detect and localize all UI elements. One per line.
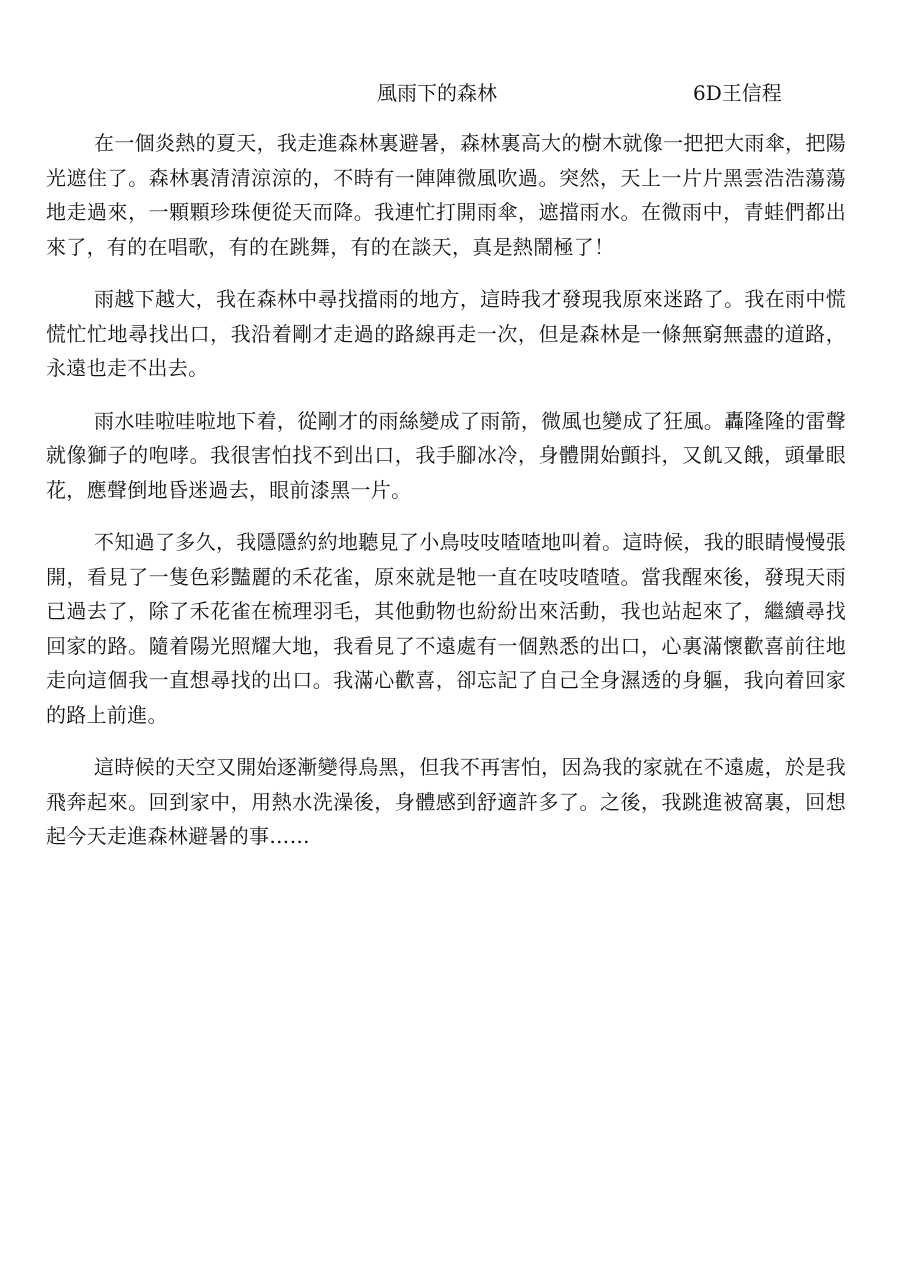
author-name: 6D王信程	[693, 81, 782, 105]
paragraph-1: 在一個炎熱的夏天，我走進森林裏避暑，森林裏高大的樹木就像一把把大雨傘，把陽光遮住了。森林裏清清涼涼的，不時有一陣陣微風吹過。突然，天上一片片黑雲浩浩蕩蕩地走過來，一顆顆珍珠便從天而降。我連忙打開雨傘，遮擋雨水。在微雨中，青蛙們都出來了，有的在唱歌，有的在跳舞，有的在談天，真是熱鬧極了！	[46, 131, 846, 259]
essay-body	[46, 126, 846, 872]
paragraph-3: 雨水哇啦哇啦地下着，從剛才的雨絲變成了雨箭，微風也變成了狂風。轟隆隆的雷聲就像獅子的咆哮。我很害怕找不到出口，我手腳冰冷，身體開始顫抖，又飢又餓，頭暈眼花，應聲倒地昏迷過去，眼前漆黑一片。	[46, 408, 846, 502]
paragraph-5: 這時候的天空又開始逐漸變得烏黑，但我不再害怕，因為我的家就在不遠處，於是我飛奔起來。回到家中，用熱水洗澡後，身體感到舒適許多了。之後，我跳進被窩裏，回想起今天走進森林避暑的事……	[46, 755, 846, 848]
document-header	[0, 78, 905, 108]
paragraph-2: 雨越下越大，我在森林中尋找擋雨的地方，這時我才發現我原來迷路了。我在雨中慌慌忙忙地尋找出口，我沿着剛才走過的路線再走一次，但是森林是一條無窮無盡的道路，永遠也走不出去。	[46, 287, 846, 380]
essay-title: 風雨下的森林	[377, 81, 497, 105]
paragraph-4: 不知過了多久，我隱隱約約地聽見了小鳥吱吱喳喳地叫着。這時候，我的眼睛慢慢張開，看見了一隻色彩豔麗的禾花雀，原來就是牠一直在吱吱喳喳。當我醒來後，發現天雨已過去了，除了禾花雀在梳理羽毛，其他動物也紛紛出來活動，我也站起來了，繼續尋找回家的路。隨着陽光照耀大地，我看見了不遠處有一個熟悉的出口，心裏滿懷歡喜前往地走向這個我一直想尋找的出口。我滿心歡喜，卻忘記了自己全身濕透的身軀，我向着回家的路上前進。	[46, 530, 846, 727]
